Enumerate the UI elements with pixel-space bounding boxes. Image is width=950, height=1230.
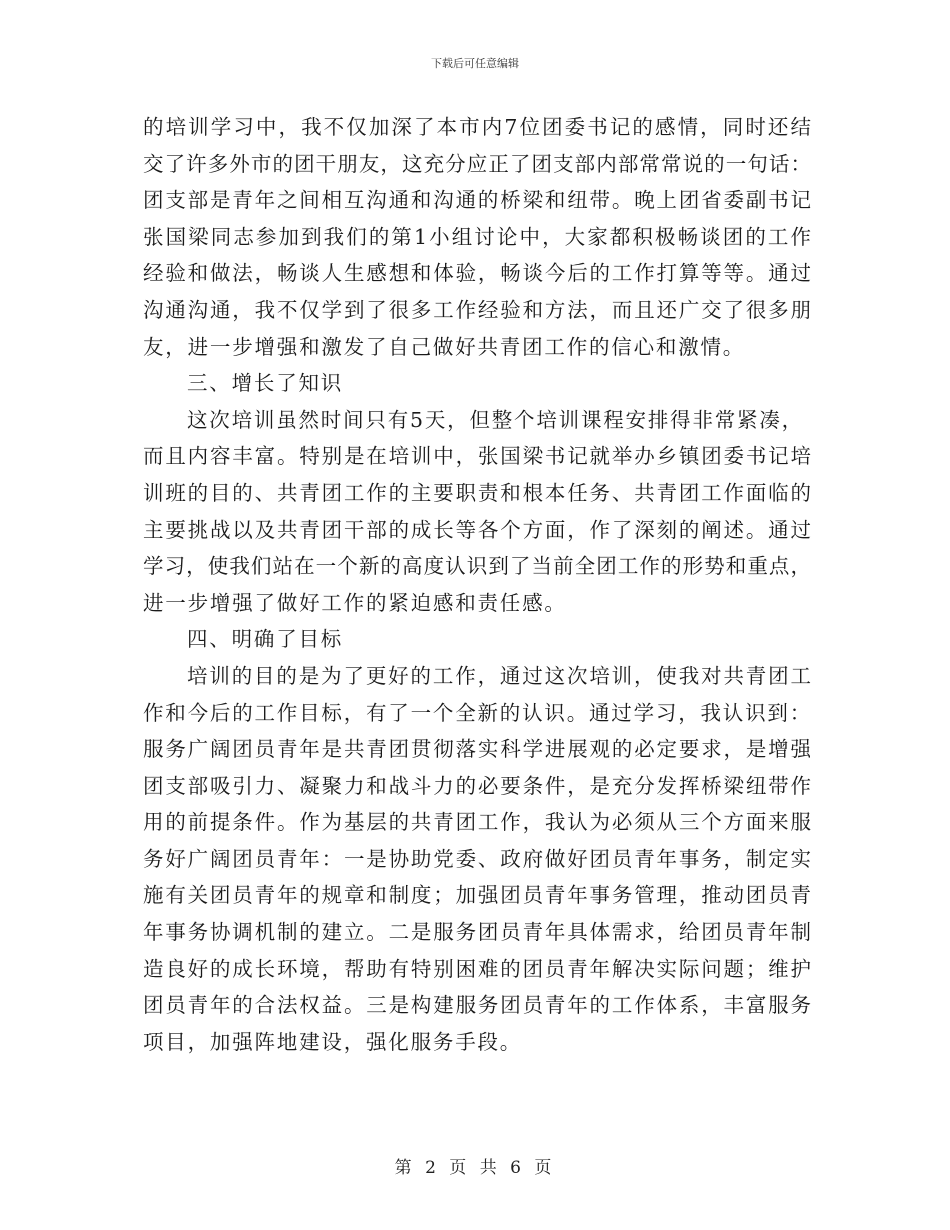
text-line: 进一步增强了做好工作的紧迫感和责任感。 (143, 590, 567, 615)
text-line: 经验和做法，畅谈人生感想和体验，畅谈今后的工作打算等等。通过 (143, 261, 811, 286)
text-line: 务好广阔团员青年：一是协助党委、政府做好团员青年事务，制定实 (143, 846, 811, 871)
text-line: 交了许多外市的团干朋友，这充分应正了团支部内部常常说的一句话： (143, 151, 811, 176)
text-line: 这次培训虽然时间只有5天，但整个培训课程安排得非常紧凑， (187, 407, 804, 432)
text-line: 年事务协调机制的建立。二是服务团员青年具体需求，给团员青年制 (143, 920, 811, 945)
text-line: 项目，加强阵地建设，强化服务手段。 (143, 1029, 523, 1054)
text-line: 团员青年的合法权益。三是构建服务团员青年的工作体系，丰富服务 (143, 993, 811, 1018)
text-line: 团支部是青年之间相互沟通和沟通的桥梁和纽带。晚上团省委副书记 (143, 188, 811, 213)
text-line: 施有关团员青年的规章和制度；加强团员青年事务管理，推动团员青 (143, 883, 811, 908)
text-line: 的培训学习中，我不仅加深了本市内7位团委书记的感情，同时还结 (143, 115, 811, 139)
text-line: 团支部吸引力、凝聚力和战斗力的必要条件，是充分发挥桥梁纽带作 (143, 773, 811, 798)
page-footer: 第 2 页 共 6 页 (394, 1158, 556, 1178)
text-line: 训班的目的、共青团工作的主要职责和根本任务、共青团工作面临的 (143, 480, 811, 505)
text-line: 沟通沟通，我不仅学到了很多工作经验和方法，而且还广交了很多朋 (143, 297, 811, 322)
text-line: 用的前提条件。作为基层的共青团工作，我认为必须从三个方面来服 (143, 810, 811, 835)
text-line: 友，进一步增强和激发了自己做好共青团工作的信心和激情。 (143, 334, 746, 359)
text-line: 学习，使我们站在一个新的高度认识到了当前全团工作的形势和重点， (143, 554, 811, 579)
text-line: 主要挑战以及共青团干部的成长等各个方面，作了深刻的阐述。通过 (143, 517, 811, 542)
text-line: 三、增长了知识 (187, 371, 344, 396)
page-header: 下载后可任意编辑 (431, 57, 519, 70)
text-line: 培训的目的是为了更好的工作，通过这次培训，使我对共青团工 (187, 663, 811, 688)
text-line: 张国梁同志参加到我们的第1小组讨论中，大家都积极畅谈团的工作 (143, 224, 811, 249)
text-line: 作和今后的工作目标，有了一个全新的认识。通过学习，我认识到： (143, 700, 812, 725)
document-body (143, 109, 811, 1060)
text-line: 服务广阔团员青年是共青团贯彻落实科学进展观的必定要求，是增强 (143, 737, 811, 762)
text-line: 造良好的成长环境，帮助有特别困难的团员青年解决实际问题；维护 (143, 956, 811, 981)
text-line: 四、明确了目标 (187, 627, 344, 652)
text-line: 而且内容丰富。特别是在培训中，张国梁书记就举办乡镇团委书记培 (143, 444, 811, 469)
